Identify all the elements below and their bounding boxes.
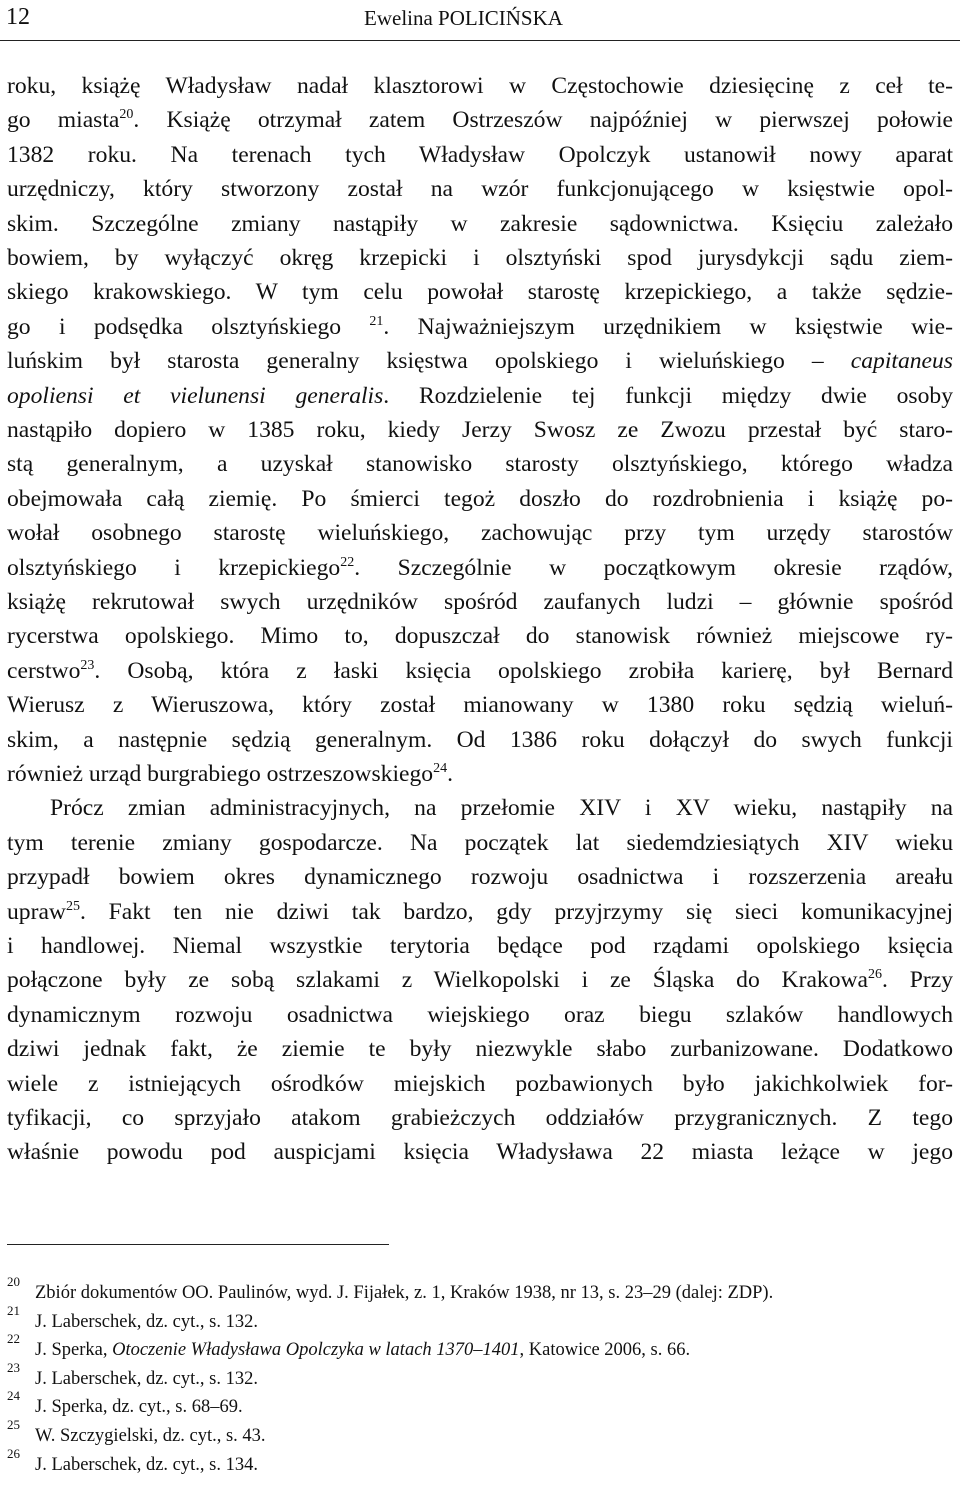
text-run: roku, książę Władysław nadał klasztorowi w Częstochowie dziesięcinę z ceł te- <box>7 73 953 99</box>
text-run: go miasta <box>7 107 120 134</box>
page-header <box>0 0 960 40</box>
footnote-number: 24 <box>7 1388 20 1404</box>
text-line <box>7 998 953 1032</box>
text-line <box>7 275 953 309</box>
text-run: obejmowała całą ziemię. Po śmierci tegoż doszło do rozdrobnienia i książę po- <box>7 485 953 512</box>
text-run: dynamicznym rozwoju osadnictwa wiejskiego oraz biegu szlaków handlowych <box>7 1001 953 1028</box>
text-run: luńskim był starosta generalny księstwa opolskiego i wieluńskiego – <box>7 348 851 375</box>
text-line <box>7 757 953 791</box>
text-run: . Szczególnie w początkowym okresie rządów, <box>354 554 953 581</box>
text-line <box>7 551 953 585</box>
text-run: J. Laberschek, dz. cyt., s. 134. <box>35 1454 258 1475</box>
text-line <box>7 482 953 516</box>
text-run: J. Laberschek, dz. cyt., s. 132. <box>35 1311 258 1332</box>
text-run: 1382 roku. Na terenach tych Władysław Opolczyk ustanowił nowy aparat <box>7 141 953 168</box>
italic-text: capitaneus <box>850 348 953 375</box>
text-run: go i podsędka olsztyńskiego <box>7 313 370 340</box>
text-run: J. Sperka, dz. cyt., s. 68–69. <box>35 1397 243 1418</box>
text-line <box>7 172 953 206</box>
text-run: i handlowej. Niemal wszystkie terytoria będące pod rządami opolskiego księcia <box>7 933 953 959</box>
text-run: , Katowice 2006, s. 66. <box>519 1340 691 1361</box>
italic-text: opoliensi et vielunensi generalis <box>7 382 384 409</box>
text-run: J. Sperka, <box>35 1340 113 1361</box>
text-line <box>7 723 953 757</box>
footnote-number: 22 <box>7 1331 20 1347</box>
text-line <box>7 138 953 172</box>
text-run: Zbiór dokumentów OO. Paulinów, wyd. J. Fijałek, z. 1, Kraków 1938, nr 13, s. 23–29 (dalej: ZDP). <box>35 1283 774 1303</box>
text-run: właśnie powodu pod auspicjami księcia Władysława 22 miasta leżące w jego <box>7 1139 953 1166</box>
footnote-number: 26 <box>7 1445 20 1461</box>
footnote-23 <box>7 1359 953 1393</box>
text-run: tym terenie zmiany gospodarcze. Na początek lat siedemdziesiątych XIV wieku <box>7 829 953 856</box>
text-line <box>7 207 953 241</box>
text-line <box>7 688 953 722</box>
footnote-text <box>35 1336 690 1364</box>
footnote-reference: 23 <box>80 657 95 673</box>
footnote-24 <box>7 1388 953 1421</box>
text-line <box>7 585 953 619</box>
italic-text: Otoczenie Władysława Opolczyka w latach 1370–1401 <box>112 1340 520 1361</box>
text-run: stą generalnym, a uzyskał stanowisko starosty olsztyńskiego, którego władza <box>7 451 953 478</box>
text-line <box>7 241 953 275</box>
text-run: Wierusz z Wieruszowa, który został mianowany w 1380 roku sędzią wieluń- <box>7 692 953 719</box>
footnote-separator <box>7 1244 389 1245</box>
text-run: skim. Szczególne zmiany nastąpiły w zakresie sądownictwa. Księciu zależało <box>7 210 953 237</box>
text-run: wołał osobnego starostę wieluńskiego, zachowując przy tym urzędy starostów <box>7 520 953 547</box>
text-run: książę rekrutował swych urzędników spośród zaufanych ludzi – głównie spośród <box>7 589 953 615</box>
text-line <box>7 619 953 653</box>
running-head: Ewelina POLICIŃSKA <box>364 6 563 30</box>
text-line <box>7 826 953 860</box>
footnote-text <box>35 1451 258 1479</box>
footnote-reference: 22 <box>340 554 355 570</box>
text-run: W. Szczygielski, dz. cyt., s. 43. <box>35 1426 266 1446</box>
text-line <box>7 310 953 344</box>
text-line <box>7 1101 953 1135</box>
text-run: bowiem, by wyłączyć okręg krzepicki i olsztyński spod jurysdykcji sądu ziem- <box>7 245 953 271</box>
text-line <box>7 103 953 137</box>
text-line <box>7 963 953 997</box>
footnote-number: 20 <box>7 1274 20 1289</box>
text-line <box>7 379 953 413</box>
footnote-reference: 21 <box>369 313 384 329</box>
text-run: J. Laberschek, dz. cyt., s. 132. <box>35 1368 258 1389</box>
footnote-reference: 24 <box>433 761 448 776</box>
footnote-number: 21 <box>7 1302 20 1318</box>
footnote-text <box>35 1365 258 1393</box>
text-line <box>7 516 953 550</box>
footnote-text <box>35 1308 258 1336</box>
footnote-reference: 25 <box>65 898 80 914</box>
footnote-text <box>35 1279 773 1307</box>
text-run: połączone były ze sobą szlakami z Wielkopolski i ze Śląska do Krakowa <box>7 967 869 994</box>
footnote-25 <box>7 1417 953 1450</box>
page-number: 12 <box>6 4 30 30</box>
footnote-number: 25 <box>7 1417 20 1432</box>
text-line <box>7 860 953 894</box>
text-line <box>7 447 953 481</box>
text-line <box>7 69 953 103</box>
text-run: wiele z istniejących ośrodków miejskich pozbawionych było jakichkolwiek for- <box>7 1070 953 1097</box>
text-run: . Najważniejszym urzędnikiem w księstwie wie- <box>383 313 953 340</box>
text-run: cerstwo <box>7 657 81 684</box>
header-rule <box>0 40 960 41</box>
text-run: tyfikacji, co sprzyjało atakom grabieżczych oddziałów przygranicznych. Z tego <box>7 1105 953 1131</box>
footnote-22 <box>7 1331 953 1364</box>
text-run: . Przy <box>882 967 953 994</box>
text-run: upraw <box>7 898 66 925</box>
footnote-reference: 20 <box>119 107 134 123</box>
text-run: olsztyńskiego i krzepickiego <box>7 554 341 581</box>
footnote-26 <box>7 1445 953 1479</box>
text-line <box>7 1032 953 1066</box>
text-run: urzędniczy, który stworzony został na wzór funkcjonującego w księstwie opol- <box>7 176 953 203</box>
text-line <box>7 929 953 963</box>
text-line <box>7 344 953 378</box>
text-run: . Rozdzielenie tej funkcji między dwie osoby <box>383 382 953 409</box>
text-run: . Książę otrzymał zatem Ostrzeszów najpóźniej w pierwszej połowie <box>133 107 953 134</box>
text-run: . Osobą, która z łaski księcia opolskiego zrobiła karierę, był Bernard <box>94 657 953 684</box>
text-run: skim, a następnie sędzią generalnym. Od 1386 roku dołączył do swych funkcji <box>7 726 953 753</box>
text-run: skiego krakowskiego. W tym celu powołał starostę krzepickiego, a także sędzie- <box>7 279 953 306</box>
text-run: Prócz zmian administracyjnych, na przełomie XIV i XV wieku, nastąpiły na <box>50 795 953 822</box>
footnote-21 <box>7 1302 953 1336</box>
text-run: rycerstwa opolskiego. Mimo to, dopuszczał do stanowisk również miejscowe ry- <box>7 623 953 650</box>
text-run: również urząd burgrabiego ostrzeszowskiego <box>7 761 434 787</box>
text-run: przypadł bowiem okres dynamicznego rozwoju osadnictwa i rozszerzenia areału <box>7 864 953 891</box>
footnote-20 <box>7 1274 953 1307</box>
text-line <box>7 413 953 447</box>
text-run: dziwi jednak fakt, że ziemie te były niezwykle słabo zurbanizowane. Dodatkowo <box>7 1036 953 1063</box>
text-line <box>7 654 953 688</box>
text-line <box>50 791 953 825</box>
footnote-text <box>35 1422 266 1450</box>
text-run: . <box>447 761 453 787</box>
text-line <box>7 895 953 929</box>
text-run: nastąpiło dopiero w 1385 roku, kiedy Jerzy Swosz ze Zwozu przestał być staro- <box>7 417 953 443</box>
footnote-number: 23 <box>7 1359 20 1375</box>
text-line <box>7 1135 953 1169</box>
text-run: . Fakt ten nie dziwi tak bardzo, gdy przyjrzymy się sieci komunikacyjnej <box>79 898 953 925</box>
text-line <box>7 1067 953 1101</box>
footnote-reference: 26 <box>868 967 883 983</box>
footnote-text <box>35 1393 243 1421</box>
